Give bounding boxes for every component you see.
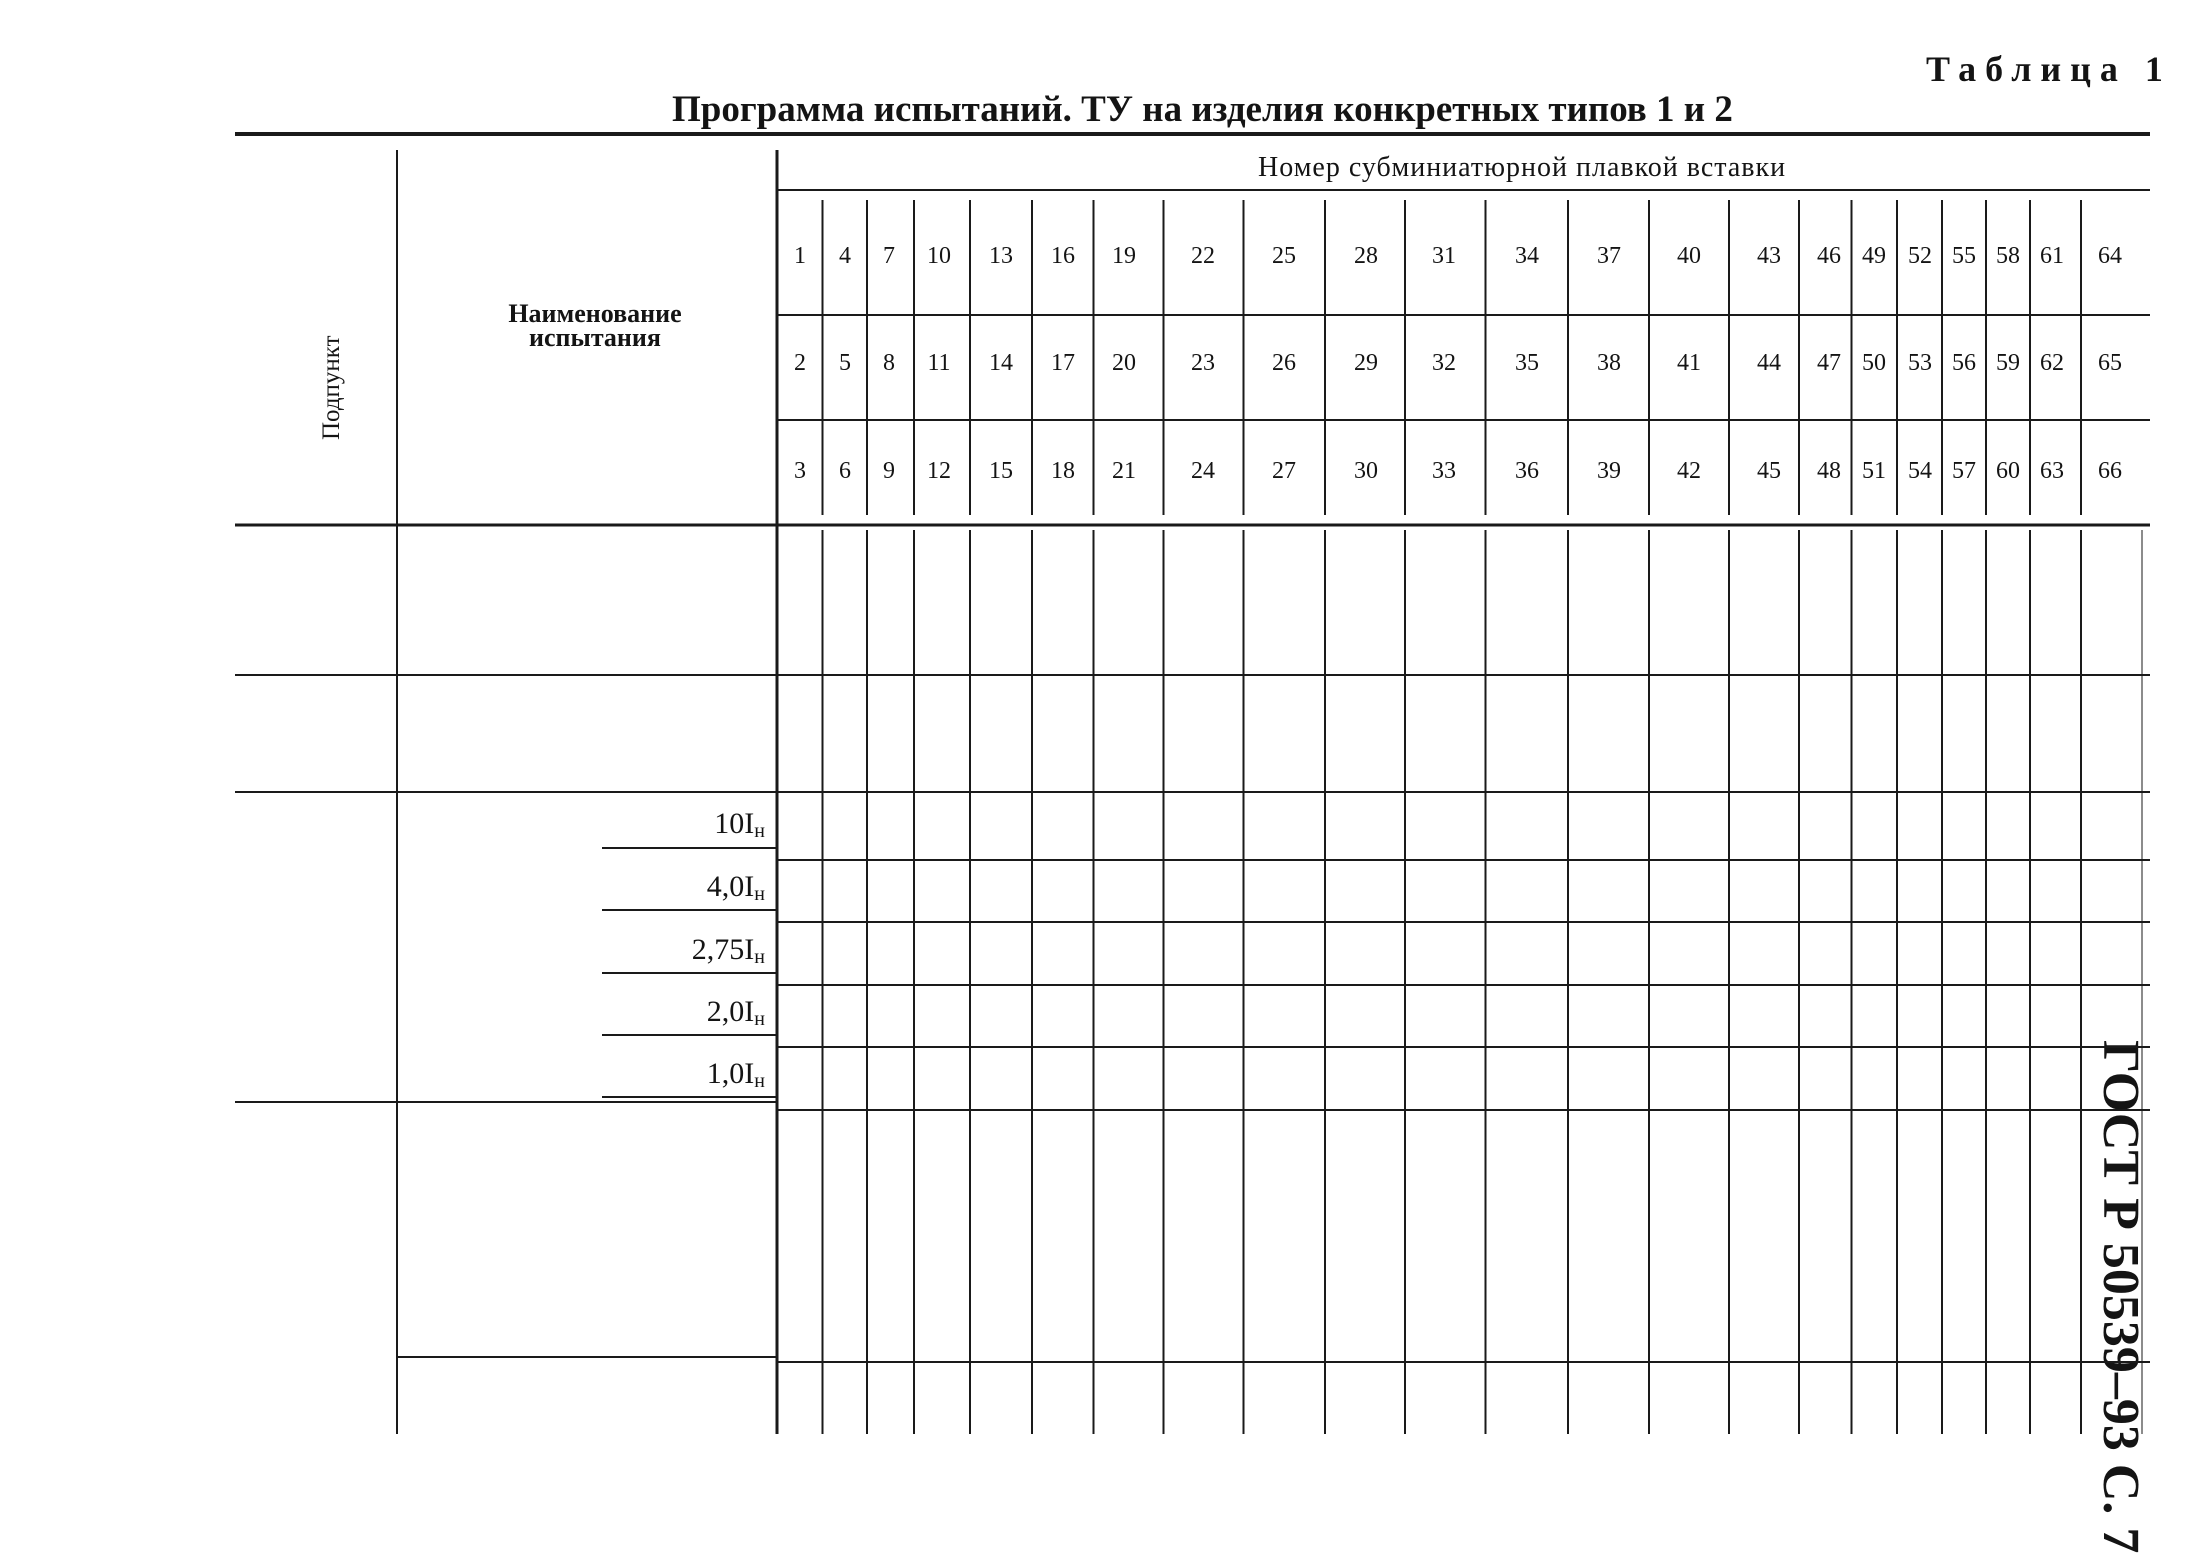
column-number: 5	[839, 350, 851, 376]
column-number: 27	[1272, 458, 1296, 484]
column-number: 63	[2040, 458, 2064, 484]
current-subscript: н	[754, 820, 765, 842]
column-number: 15	[989, 458, 1013, 484]
column-number: 20	[1112, 350, 1136, 376]
column-number: 45	[1757, 458, 1781, 484]
column-number: 43	[1757, 243, 1781, 269]
current-subscript: н	[754, 883, 765, 905]
column-number: 14	[989, 350, 1013, 376]
column-number: 65	[2098, 350, 2122, 376]
column-number: 6	[839, 458, 851, 484]
column-number: 28	[1354, 243, 1378, 269]
column-number: 55	[1952, 243, 1976, 269]
current-label	[655, 995, 765, 1031]
column-number: 2	[794, 350, 806, 376]
column-number: 17	[1051, 350, 1075, 376]
column-number: 57	[1952, 458, 1976, 484]
column-number: 13	[989, 243, 1013, 269]
document-title: Программа испытаний. ТУ на изделия конкретных типов 1 и 2	[672, 89, 1733, 130]
table-label: Таблица 1	[1926, 49, 2172, 89]
column-number: 21	[1112, 458, 1136, 484]
current-value: 10I	[714, 807, 755, 840]
current-label	[655, 870, 765, 906]
column-number: 52	[1908, 243, 1932, 269]
current-value: 2,0I	[706, 995, 755, 1028]
current-subscript: н	[754, 1070, 765, 1092]
column-number: 8	[883, 350, 895, 376]
column-number: 44	[1757, 350, 1781, 376]
side-document-code: ГОСТ Р 50539–93 С. 7	[2092, 1040, 2149, 1553]
column-number: 38	[1597, 350, 1621, 376]
column-number: 19	[1112, 243, 1136, 269]
column-number: 51	[1862, 458, 1886, 484]
column-number: 3	[794, 458, 806, 484]
subitem-header: Подпункт	[318, 335, 345, 440]
column-number: 16	[1051, 243, 1075, 269]
column-number: 37	[1597, 243, 1621, 269]
column-number: 33	[1432, 458, 1456, 484]
column-number: 60	[1996, 458, 2020, 484]
column-number: 22	[1191, 243, 1215, 269]
current-value: 1,0I	[706, 1057, 755, 1090]
current-label	[655, 1057, 765, 1093]
column-number: 35	[1515, 350, 1539, 376]
column-group-header: Номер субминиатюрной плавкой вставки	[1258, 152, 1787, 183]
column-number: 31	[1432, 243, 1456, 269]
column-number: 59	[1996, 350, 2020, 376]
column-number: 49	[1862, 243, 1886, 269]
column-number: 40	[1677, 243, 1701, 269]
column-number: 11	[927, 350, 951, 376]
column-number: 34	[1515, 243, 1539, 269]
column-number: 30	[1354, 458, 1378, 484]
column-number: 7	[883, 243, 895, 269]
column-number: 39	[1597, 458, 1621, 484]
column-number: 36	[1515, 458, 1539, 484]
column-number: 54	[1908, 458, 1932, 484]
column-number: 9	[883, 458, 895, 484]
column-number: 10	[927, 243, 951, 269]
column-number: 58	[1996, 243, 2020, 269]
column-number: 25	[1272, 243, 1296, 269]
column-number: 23	[1191, 350, 1215, 376]
current-label	[655, 933, 765, 969]
current-label	[655, 807, 765, 843]
column-number: 64	[2098, 243, 2122, 269]
column-number: 32	[1432, 350, 1456, 376]
column-number: 18	[1051, 458, 1075, 484]
current-subscript: н	[754, 946, 765, 968]
column-number: 62	[2040, 350, 2064, 376]
column-number: 61	[2040, 243, 2064, 269]
column-number: 41	[1677, 350, 1701, 376]
column-number: 48	[1817, 458, 1841, 484]
column-number: 1	[794, 243, 806, 269]
column-number: 50	[1862, 350, 1886, 376]
column-number: 46	[1817, 243, 1841, 269]
column-number: 66	[2098, 458, 2122, 484]
column-number: 4	[839, 243, 851, 269]
current-subscript: н	[754, 1008, 765, 1030]
column-number: 29	[1354, 350, 1378, 376]
test-name-header: Наименование испытания	[508, 299, 682, 352]
column-number: 26	[1272, 350, 1296, 376]
column-number: 12	[927, 458, 951, 484]
column-number: 42	[1677, 458, 1701, 484]
current-value: 4,0I	[706, 870, 755, 903]
column-number: 47	[1817, 350, 1841, 376]
column-number: 53	[1908, 350, 1932, 376]
column-number: 56	[1952, 350, 1976, 376]
current-value: 2,75I	[691, 933, 755, 966]
column-number: 24	[1191, 458, 1215, 484]
